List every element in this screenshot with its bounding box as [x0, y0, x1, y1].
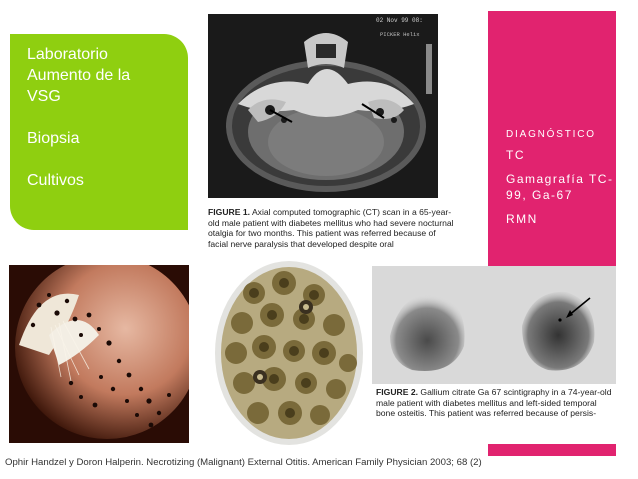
ct-header-text: 02 Nov 99 08:	[376, 17, 423, 24]
lab-line-laboratorio: Laboratorio	[27, 46, 108, 63]
diagnosis-list	[506, 127, 614, 227]
figure2-caption-text: Gallium citrate Ga 67 scintigraphy in a 74-year-old male patient with diabetes mellitus and left-sided temporal bone osteitis. This patient was referred because of persis-	[376, 387, 612, 419]
diagnosis-item-rmn: RMN	[506, 212, 538, 226]
otoscopy-graphic	[9, 265, 189, 443]
gallium-figure	[372, 266, 616, 444]
figure1-label: FIGURE 1.	[208, 207, 251, 217]
otoscopy-photo	[9, 265, 189, 443]
figure2-caption	[376, 387, 616, 419]
lab-line-biopsia: Biopsia	[27, 130, 80, 147]
petri-dish-graphic	[214, 253, 364, 445]
ct-scan-image	[208, 14, 438, 198]
lab-tests-box	[10, 34, 188, 230]
lab-line-vsg: VSG	[27, 88, 61, 105]
figure2-label: FIGURE 2.	[376, 387, 419, 397]
diagnosis-item-tc: TC	[506, 148, 525, 162]
ct-scanner-text: PICKER Helix	[380, 31, 420, 38]
ct-scan-graphic	[208, 14, 438, 198]
diagnosis-item-gamagrafia: Gamagrafía TC-99, Ga-67	[506, 172, 614, 202]
figure1-caption	[208, 207, 458, 249]
lab-line-aumento: Aumento de la	[27, 67, 131, 84]
ct-figure	[206, 14, 458, 248]
gallium-scan-image	[372, 266, 616, 384]
petri-dish-photo	[214, 253, 364, 445]
citation-text: Ophir Handzel y Doron Halperin. Necrotizing (Malignant) External Otitis. American Family Physician 2003; 68 (2)	[5, 457, 482, 468]
gallium-scan-graphic	[372, 266, 616, 384]
diagnosis-heading: DIAGNÓSTICO	[506, 129, 596, 140]
figure1-caption-text: Axial computed tomographic (CT) scan in a 65-year-old male patient with diabetes mellitus who had severe nocturnal otalgia for two months. This patient was referred because of facial nerve paralysis that developed despite oral	[208, 207, 454, 249]
lab-line-cultivos: Cultivos	[27, 172, 84, 189]
